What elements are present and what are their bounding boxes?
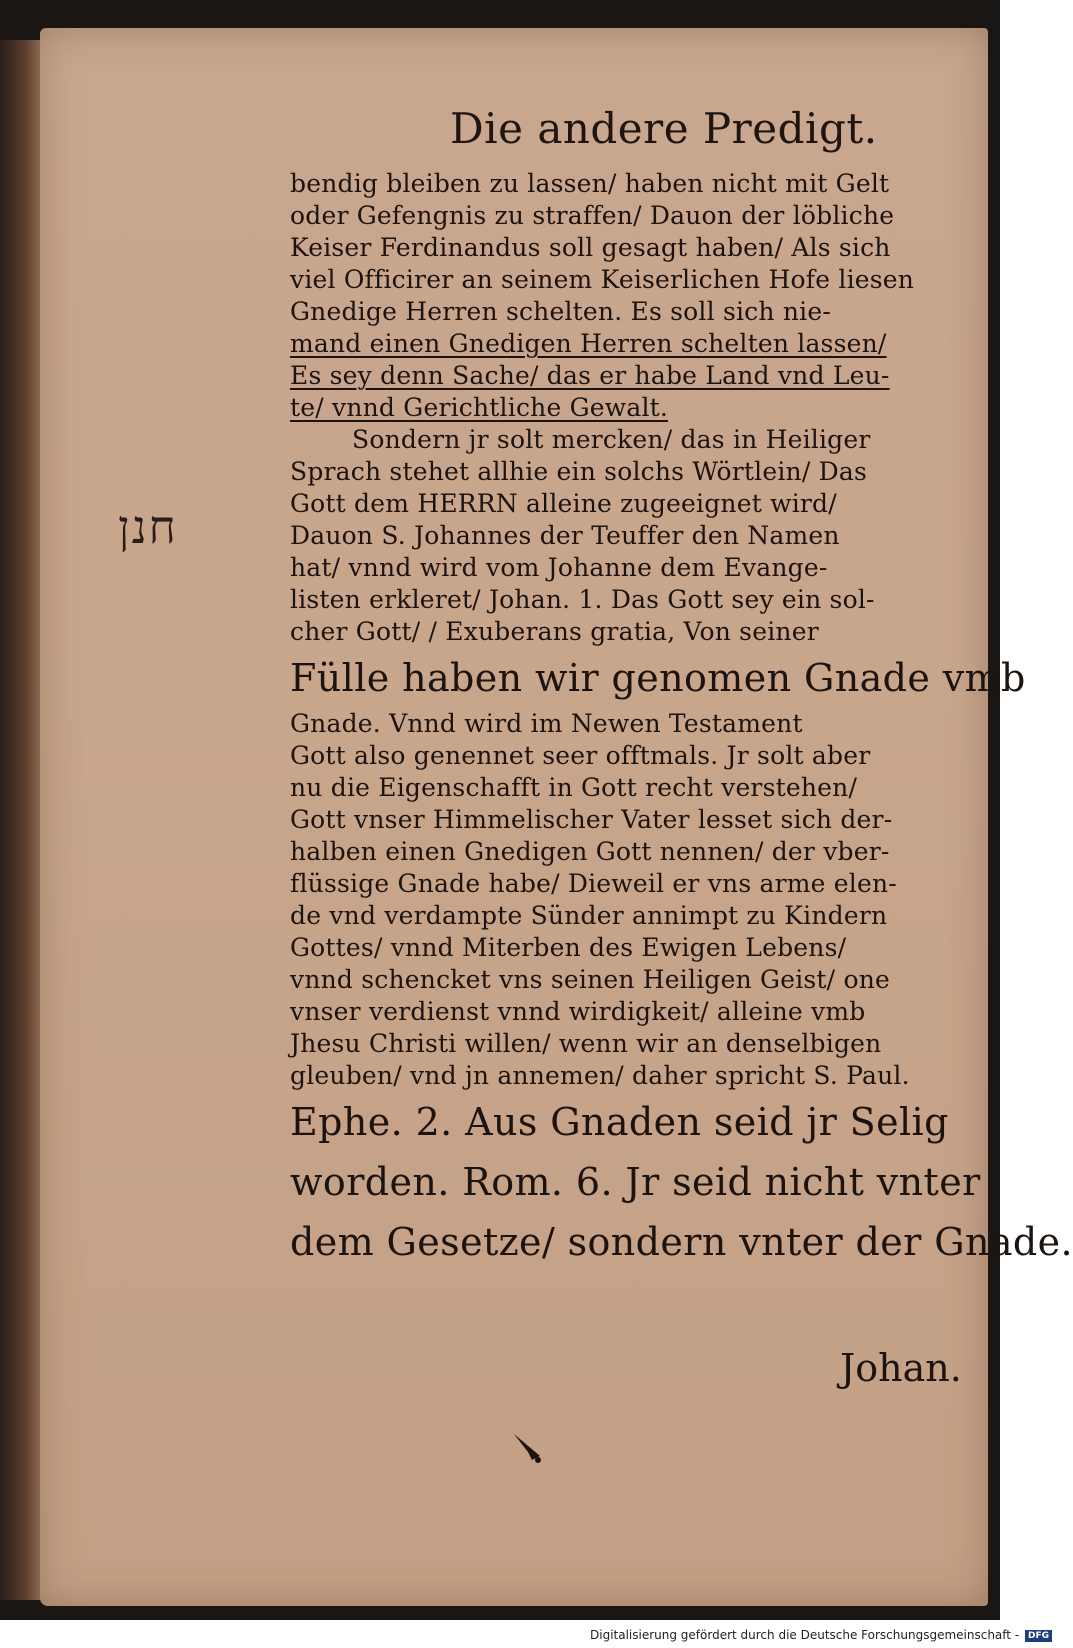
text-line: vnser verdienst vnnd wirdigkeit/ alleine vmb <box>290 997 866 1026</box>
text-line: listen erkleret/ Johan. 1. Das Gott sey ein sol- <box>290 585 875 614</box>
footer-credit: Digitalisierung gefördert durch die Deutsche Forschungsgemeinschaft - <box>590 1628 1020 1642</box>
text-line: Gott dem HERRN alleine zugeeignet wird/ <box>290 489 837 518</box>
text-line: gleuben/ vnd jn annemen/ daher spricht S. Paul. <box>290 1061 910 1090</box>
body-text <box>290 168 1073 1272</box>
text-line: te/ vnnd Gerichtliche Gewalt. <box>290 393 669 422</box>
text-line: Sondern jr solt mercken/ das in Heiliger <box>352 425 871 454</box>
text-line: de vnd verdampte Sünder annimpt zu Kindern <box>290 901 888 930</box>
text-line: flüssige Gnade habe/ Dieweil er vns arme elen- <box>290 869 897 898</box>
text-line: Gnedige Herren schelten. Es soll sich nie- <box>290 297 831 326</box>
text-line: Ephe. 2. Aus Gnaden seid jr Selig <box>290 1100 949 1144</box>
text-line: Gottes/ vnnd Miterben des Ewigen Lebens/ <box>290 933 847 962</box>
margin-note-hebrew: חנן <box>118 500 178 554</box>
text-line: Gott also genennet seer offtmals. Jr solt aber <box>290 741 871 770</box>
text-line: halben einen Gnedigen Gott nennen/ der vber- <box>290 837 890 866</box>
text-line: oder Gefengnis zu straffen/ Dauon der löbliche <box>290 201 895 230</box>
digitization-footer <box>590 1628 1052 1642</box>
text-line: Gnade. Vnnd wird im Newen Testament <box>290 709 803 738</box>
text-line: mand einen Gnedigen Herren schelten lassen/ <box>290 329 887 358</box>
text-line: worden. Rom. 6. Jr seid nicht vnter <box>290 1160 981 1204</box>
text-line: Dauon S. Johannes der Teuffer den Namen <box>290 521 840 550</box>
text-line: nu die Eigenschafft in Gott recht verstehen/ <box>290 773 858 802</box>
catchword: Johan. <box>840 1346 962 1390</box>
text-line: bendig bleiben zu lassen/ haben nicht mit Gelt <box>290 169 890 198</box>
text-line: Sprach stehet allhie ein solchs Wörtlein/ Das <box>290 457 868 486</box>
text-line: vnnd schencket vns seinen Heiligen Geist/ one <box>290 965 890 994</box>
book-spine-edge <box>0 40 40 1600</box>
text-line: Fülle haben wir genomen Gnade vmb <box>290 656 1026 700</box>
text-line: cher Gott/ / Exuberans gratia, Von seiner <box>290 617 819 646</box>
text-line: Keiser Ferdinandus soll gesagt haben/ Als sich <box>290 233 891 262</box>
text-line: viel Officirer an seinem Keiserlichen Hofe liesen <box>290 265 915 294</box>
running-header: Die andere Predigt. <box>450 104 878 153</box>
text-line: Es sey denn Sache/ das er habe Land vnd Leu- <box>290 361 890 390</box>
printer-ornament-icon <box>510 1430 546 1466</box>
text-line: hat/ vnnd wird vom Johanne dem Evange- <box>290 553 828 582</box>
text-line: Jhesu Christi willen/ wenn wir an denselbigen <box>290 1029 882 1058</box>
dfg-logo: DFG <box>1025 1630 1052 1642</box>
text-line: Gott vnser Himmelischer Vater lesset sich der- <box>290 805 893 834</box>
text-line: dem Gesetze/ sondern vnter der Gnade. <box>290 1220 1073 1264</box>
